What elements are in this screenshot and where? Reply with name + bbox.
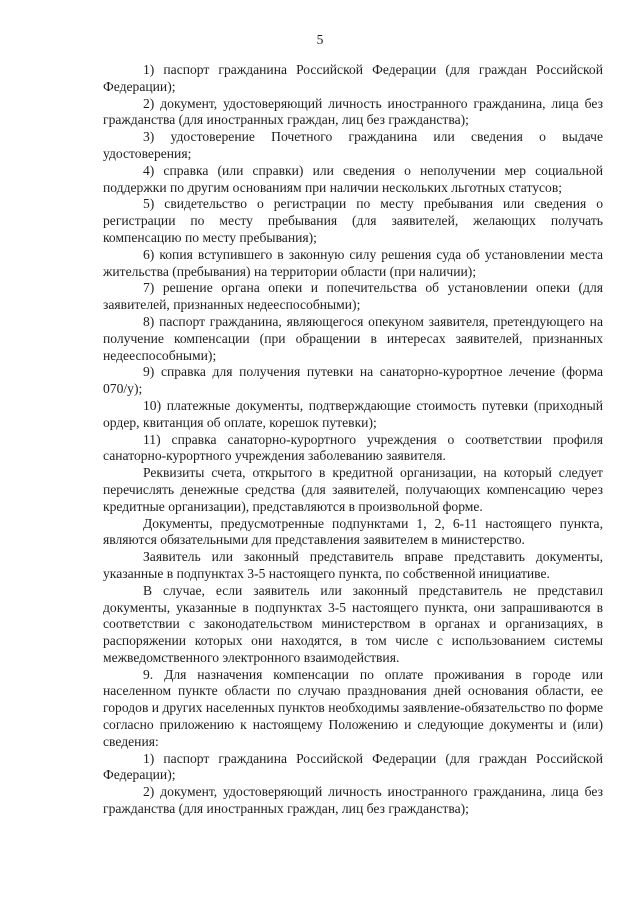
paragraph: 10) платежные документы, подтверждающие стоимость путевки (приходный ордер, квитанция об оплате, корешок путевки); <box>103 397 603 430</box>
paragraph: 5) свидетельство о регистрации по месту пребывания или сведения о регистрации по месту пребывания (для заявителей, желающих получать компенсацию по месту пребывания); <box>103 196 603 245</box>
paragraph: 8) паспорт гражданина, являющегося опекуном заявителя, претендующего на получение компенсации (при обращении в интересах заявителей, признанных недееспособными); <box>103 313 603 363</box>
paragraph: В случае, если заявитель или законный представитель не представил документы, указанные в подпунктах 3-5 настоящего пункта, они запрашиваются в соответствии с законодательством министерством в органах и организациях, в распоряжении которых они находятся, в том числе с использованием системы межведомственного электронного взаимодействия. <box>103 582 603 665</box>
page-number: 5 <box>316 32 324 47</box>
document-body <box>103 62 603 818</box>
paragraph: Реквизиты счета, открытого в кредитной организации, на который следует перечислять денежные средства (для заявителей, получающих компенсацию через кредитные организации), представляются в произвольной форме. <box>103 465 603 514</box>
paragraph: 1) паспорт гражданина Российской Федерации (для граждан Российской Федерации); <box>103 750 603 783</box>
paragraph: 4) справка (или справки) или сведения о неполучении мер социальной поддержки по другим основаниям при наличии нескольких льготных статусов; <box>103 162 603 195</box>
paragraph: 7) решение органа опеки и попечительства об установлении опеки (для заявителей, признанных недееспособными); <box>103 280 603 313</box>
paragraph: Документы, предусмотренные подпунктами 1, 2, 6-11 настоящего пункта, являются обязательными для представления заявителем в министерство. <box>103 515 603 548</box>
paragraph: 9. Для назначения компенсации по оплате проживания в городе или населенном пункте области по случаю празднования дней основания области, ее городов и других населенных пунктов необходимы заявление-обязательство по форме согласно приложению к настоящему Положению и следующие документы и (или) сведения: <box>103 666 603 749</box>
paragraph: 2) документ, удостоверяющий личность иностранного гражданина, лица без гражданства (для иностранных граждан, лиц без гражданства); <box>103 784 603 817</box>
paragraph: 1) паспорт гражданина Российской Федерации (для граждан Российской Федерации); <box>103 62 603 94</box>
paragraph: Заявитель или законный представитель вправе представить документы, указанные в подпунктах 3-5 настоящего пункта, по собственной инициативе. <box>103 549 603 581</box>
paragraph: 9) справка для получения путевки на санаторно-курортное лечение (форма 070/у); <box>103 364 603 397</box>
paragraph: 2) документ, удостоверяющий личность иностранного гражданина, лица без гражданства (для иностранных граждан, лиц без гражданства); <box>103 95 603 128</box>
paragraph: 6) копия вступившего в законную силу решения суда об установлении места жительства (пребывания) на территории области (при наличии); <box>103 246 603 279</box>
paragraph: 3) удостоверение Почетного гражданина или сведения о выдаче удостоверения; <box>103 129 603 161</box>
paragraph: 11) справка санаторно-курортного учреждения о соответствии профиля санаторно-курортного учреждения заболеванию заявителя. <box>103 431 603 464</box>
